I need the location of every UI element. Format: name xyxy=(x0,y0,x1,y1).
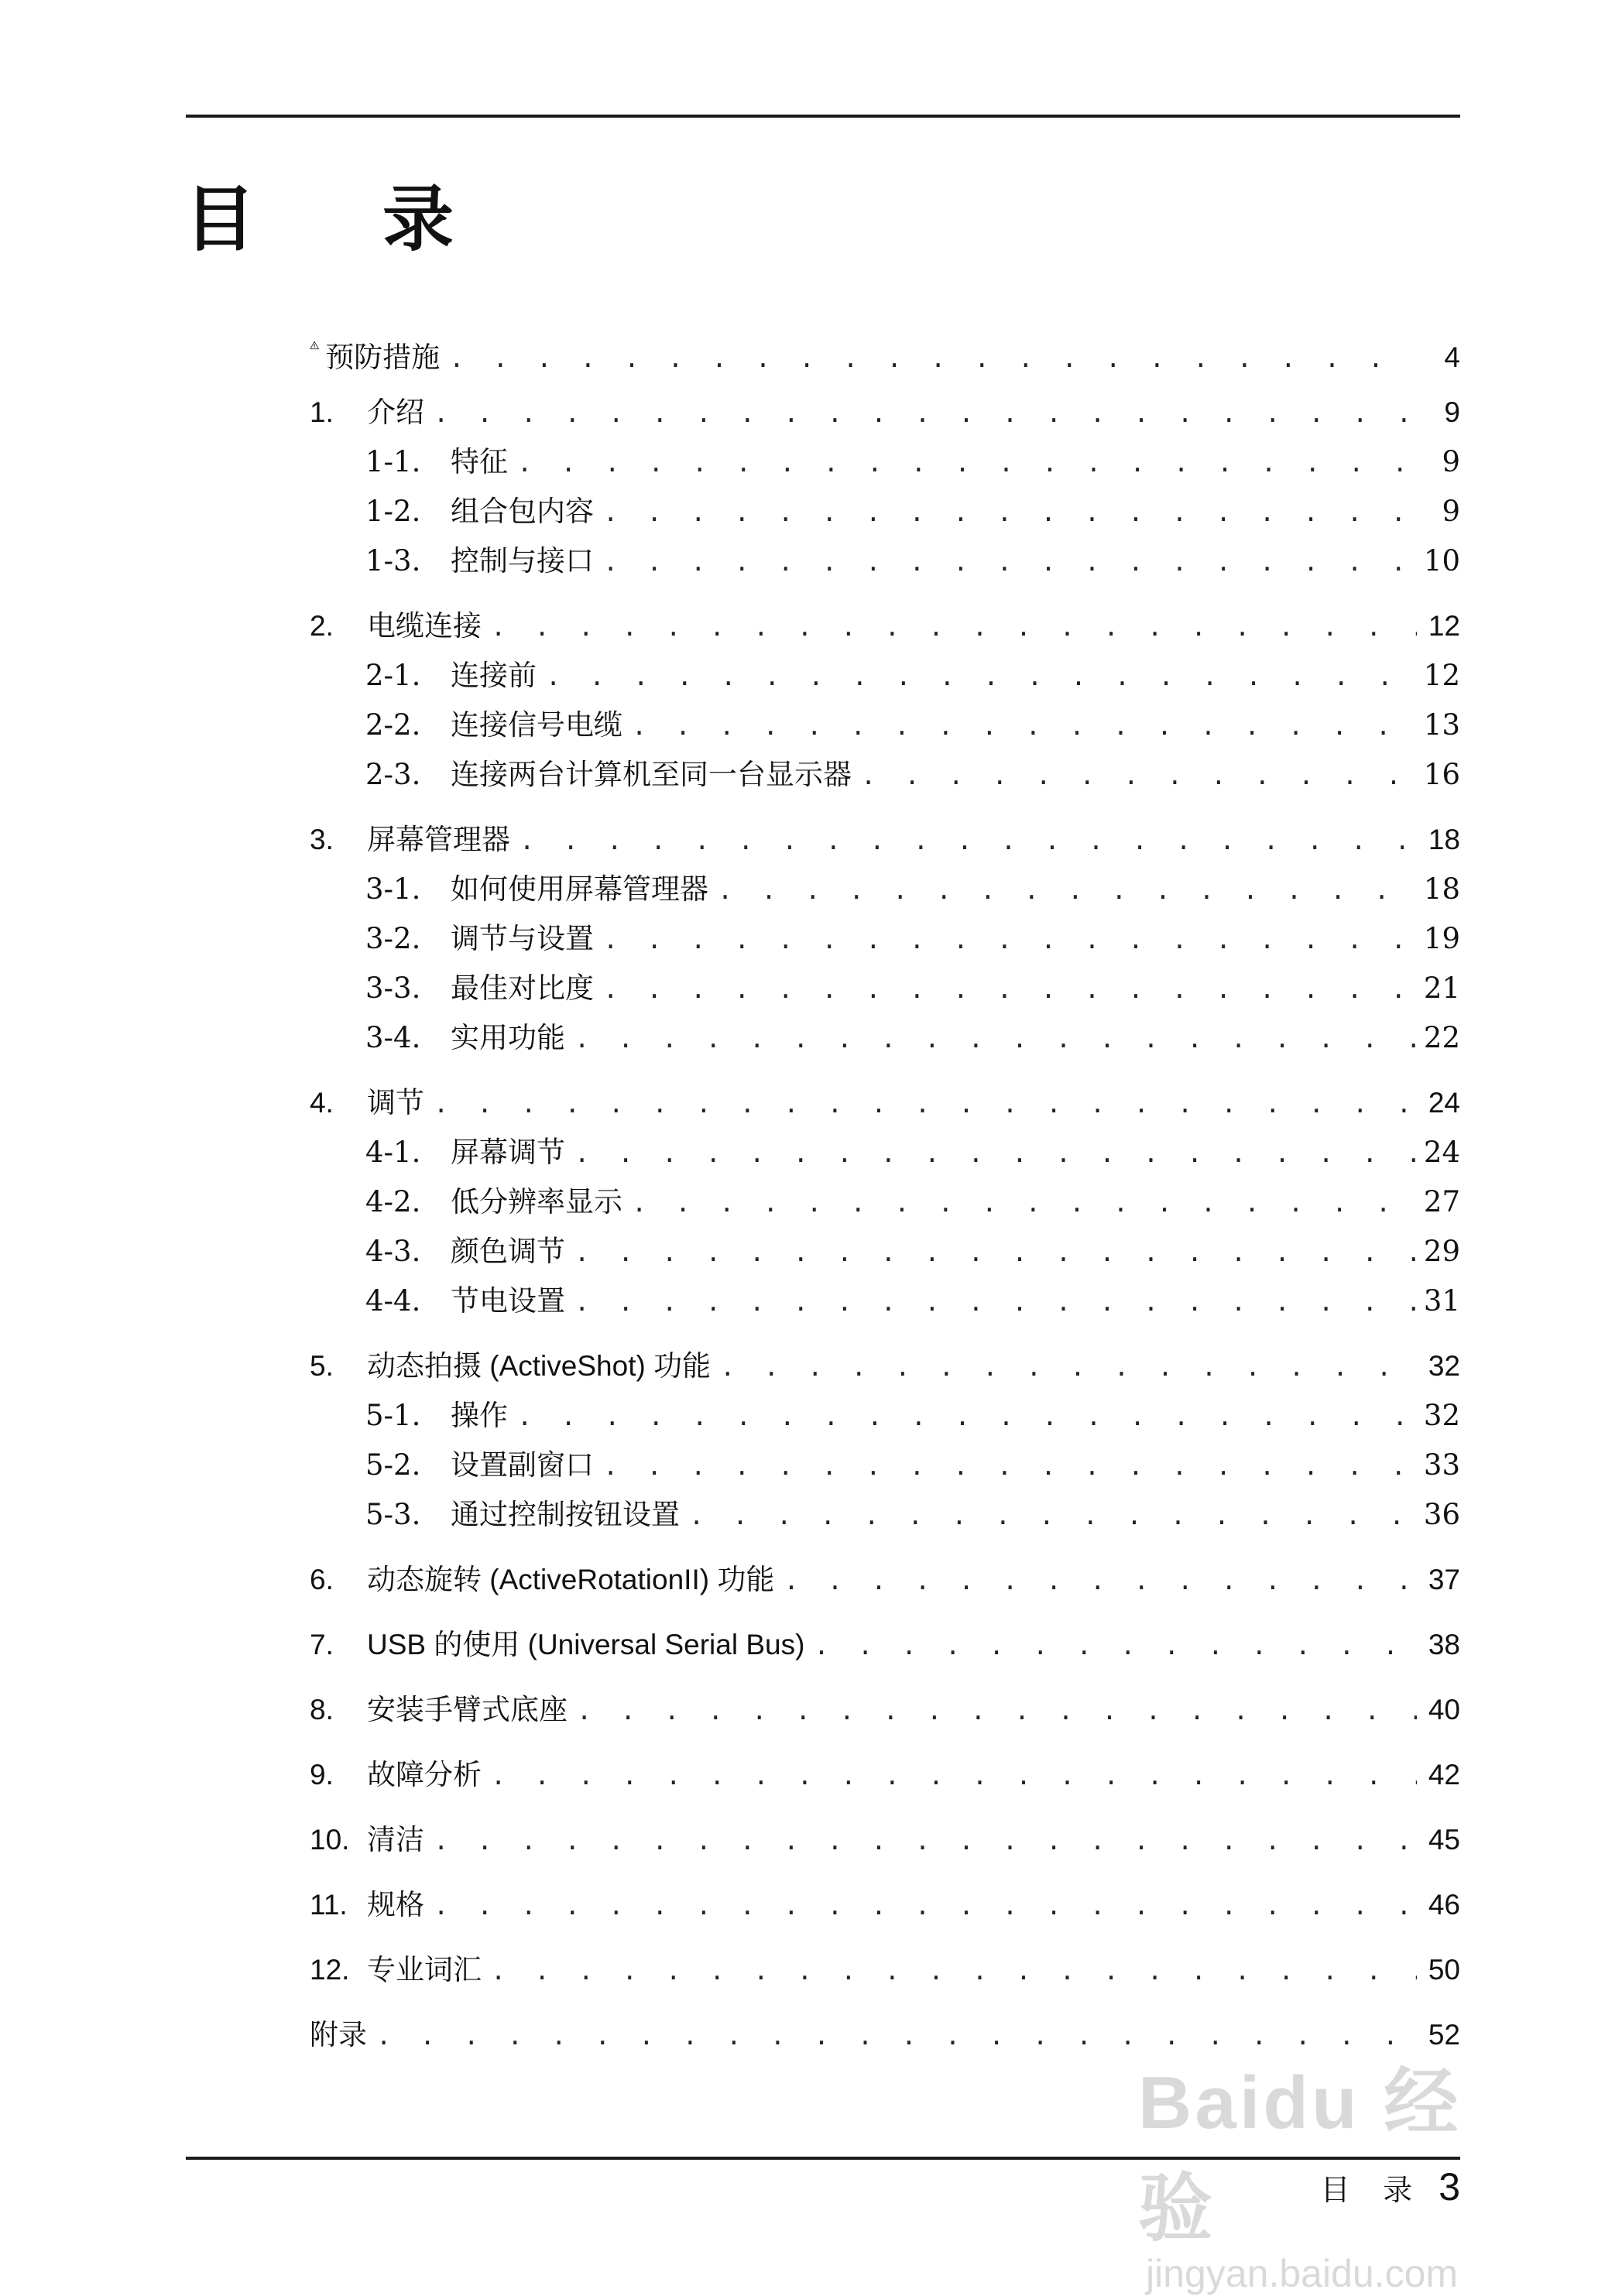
dot-leader xyxy=(603,498,1417,527)
dot-leader xyxy=(491,1956,1417,1986)
toc-entry-4-2[interactable] xyxy=(365,1178,1460,1220)
dot-leader xyxy=(574,1287,1417,1317)
toc-page-number: 38 xyxy=(1428,1629,1460,1660)
toc-title: 动态旋转 (ActiveRotationII) 功能 xyxy=(367,1564,775,1595)
dot-leader xyxy=(517,448,1417,478)
toc-title: 低分辨率显示 xyxy=(451,1185,622,1218)
dot-leader xyxy=(603,1451,1417,1481)
toc-page-number: 31 xyxy=(1423,1284,1460,1318)
toc-number: 9. xyxy=(310,1759,334,1791)
toc-page-number: 40 xyxy=(1428,1694,1460,1725)
toc-entry-1-3[interactable] xyxy=(365,537,1460,579)
toc-page-number: 52 xyxy=(1428,2019,1460,2051)
toc-title: 组合包内容 xyxy=(451,495,594,528)
dot-leader xyxy=(434,1891,1417,1921)
toc-number: 2-1. xyxy=(365,659,421,692)
toc-number: 1-1. xyxy=(365,445,421,478)
toc-page-number: 19 xyxy=(1423,922,1460,955)
toc-title: 调节 xyxy=(367,1087,424,1119)
toc-number: 4-2. xyxy=(365,1185,421,1218)
toc-number: 4-3. xyxy=(365,1235,421,1268)
toc-page-number: 50 xyxy=(1428,1954,1460,1986)
dot-leader xyxy=(546,662,1417,691)
toc-entry-3[interactable] xyxy=(310,816,1460,858)
toc-number: 3-3. xyxy=(365,972,421,1005)
toc-entry-precautions[interactable] xyxy=(310,324,1460,375)
toc-entry-11[interactable] xyxy=(310,1881,1460,1923)
toc-entry-5-2[interactable] xyxy=(365,1441,1460,1483)
toc-number: 2. xyxy=(310,610,334,642)
toc-title: 如何使用屏幕管理器 xyxy=(451,872,708,906)
toc-entry-2[interactable] xyxy=(310,602,1460,644)
toc-title: 故障分析 xyxy=(367,1759,482,1791)
dot-leader xyxy=(574,1139,1417,1168)
dot-leader xyxy=(689,1501,1417,1530)
toc-title: 附录 xyxy=(310,2019,367,2051)
toc-number: 1. xyxy=(310,396,334,428)
toc-page-number: 12 xyxy=(1423,659,1460,692)
toc-number: 2-2. xyxy=(365,708,421,742)
toc-entry-3-3[interactable] xyxy=(365,965,1460,1006)
toc-number: 1-3. xyxy=(365,544,421,577)
dot-leader xyxy=(784,1566,1417,1595)
toc-title: 控制与接口 xyxy=(451,544,594,577)
toc-page-number: 9 xyxy=(1444,396,1460,428)
toc-number: 11. xyxy=(310,1889,348,1921)
toc-entry-1-2[interactable] xyxy=(365,488,1460,529)
toc-title: 最佳对比度 xyxy=(451,972,594,1005)
toc-title: 连接信号电缆 xyxy=(451,708,622,742)
dot-leader xyxy=(603,547,1417,577)
toc-page-number: 9 xyxy=(1442,495,1460,528)
dot-leader xyxy=(449,344,1417,373)
dot-leader xyxy=(603,925,1417,954)
dot-leader xyxy=(517,1402,1417,1431)
toc-title: 调节与设置 xyxy=(451,922,594,955)
toc-number: 3-4. xyxy=(365,1021,421,1054)
toc-number: 5-3. xyxy=(365,1498,421,1531)
toc-entry-2-2[interactable] xyxy=(365,701,1460,743)
watermark-logo: Baidu 经验 xyxy=(1138,2061,1462,2250)
toc-title: 专业词汇 xyxy=(367,1954,482,1986)
toc-title: USB 的使用 (Universal Serial Bus) xyxy=(367,1629,805,1660)
toc-entry-5-3[interactable] xyxy=(365,1491,1460,1533)
toc-title: 节电设置 xyxy=(451,1284,565,1318)
toc-entry-5-1[interactable] xyxy=(365,1392,1460,1434)
toc-entry-10[interactable] xyxy=(310,1816,1460,1858)
toc-entry-1[interactable] xyxy=(310,389,1460,430)
dot-leader xyxy=(718,876,1417,905)
toc-number: 3. xyxy=(310,824,334,855)
toc-title: 屏幕管理器 xyxy=(367,824,510,855)
toc-title: 规格 xyxy=(367,1889,424,1921)
dot-leader xyxy=(491,1761,1417,1791)
toc-page-number: 13 xyxy=(1423,708,1460,742)
toc-number: 8. xyxy=(310,1694,334,1725)
toc-number: 4. xyxy=(310,1087,334,1119)
watermark-url: jingyan.baidu.com xyxy=(1146,2252,1459,2295)
toc-entry-1-1[interactable] xyxy=(365,438,1460,480)
toc-title: 介绍 xyxy=(367,396,424,428)
dot-leader xyxy=(603,975,1417,1004)
dot-leader xyxy=(861,761,1417,790)
toc-page-number: 24 xyxy=(1428,1087,1460,1119)
toc-title: 通过控制按钮设置 xyxy=(451,1498,680,1531)
toc-entry-2-3[interactable] xyxy=(365,751,1460,793)
toc-page-number: 18 xyxy=(1428,824,1460,855)
toc-page-number: 29 xyxy=(1423,1235,1460,1268)
toc-number: 10. xyxy=(310,1824,350,1856)
toc-number: 5. xyxy=(310,1350,334,1382)
toc-title: 特征 xyxy=(451,445,508,478)
toc-entry-4-4[interactable] xyxy=(365,1277,1460,1319)
toc-page-number: 33 xyxy=(1423,1448,1460,1482)
dot-leader xyxy=(814,1631,1417,1660)
toc-number: 3-2. xyxy=(365,922,421,955)
toc-number: 1-2. xyxy=(365,495,421,528)
toc-title: 实用功能 xyxy=(451,1021,565,1054)
toc-page-number: 42 xyxy=(1428,1759,1460,1791)
dot-leader xyxy=(434,1826,1417,1856)
dot-leader xyxy=(632,711,1417,741)
toc-number: 5-1. xyxy=(365,1399,421,1432)
footer-label: 目 录 xyxy=(1320,2174,1425,2207)
dot-leader xyxy=(574,1024,1417,1054)
toc-entry-3-1[interactable] xyxy=(365,865,1460,907)
dot-leader xyxy=(434,1089,1417,1119)
toc-title: 颜色调节 xyxy=(451,1235,565,1268)
dot-leader xyxy=(632,1188,1417,1218)
toc-title: 安装手臂式底座 xyxy=(367,1694,568,1725)
toc-number: 7. xyxy=(310,1629,334,1660)
footer-page-number: 3 xyxy=(1439,2165,1460,2209)
toc-number: 4-4. xyxy=(365,1284,421,1318)
toc-number: 3-1. xyxy=(365,872,421,906)
warning-icon xyxy=(310,324,319,367)
toc-page-number: 18 xyxy=(1423,872,1460,906)
toc-page-number: 46 xyxy=(1428,1889,1460,1921)
toc-page-number: 24 xyxy=(1423,1136,1460,1169)
toc-page-number: 32 xyxy=(1428,1350,1460,1382)
toc-entry-4-1[interactable] xyxy=(365,1129,1460,1170)
toc-entry-4-3[interactable] xyxy=(365,1228,1460,1270)
toc-entry-9[interactable] xyxy=(310,1751,1460,1793)
toc-entry-4[interactable] xyxy=(310,1079,1460,1121)
toc-number: 5-2. xyxy=(365,1448,421,1482)
toc-page-number: 32 xyxy=(1423,1399,1460,1432)
toc-number: 6. xyxy=(310,1564,334,1595)
toc-entry-12[interactable] xyxy=(310,1946,1460,1988)
dot-leader xyxy=(720,1352,1417,1382)
toc-number: 4-1. xyxy=(365,1136,421,1169)
toc-entry-6[interactable] xyxy=(310,1556,1460,1598)
toc-page-number: 12 xyxy=(1428,610,1460,642)
toc-title: 连接两台计算机至同一台显示器 xyxy=(451,758,852,791)
toc-entry-3-2[interactable] xyxy=(365,915,1460,957)
toc-page-number: 45 xyxy=(1428,1824,1460,1856)
toc-page-number: 22 xyxy=(1423,1021,1460,1054)
watermark xyxy=(1138,2044,1510,2295)
toc-page-number: 10 xyxy=(1423,544,1460,577)
toc-entry-3-4[interactable] xyxy=(365,1014,1460,1056)
toc-page-number: 37 xyxy=(1428,1564,1460,1595)
toc-title: 屏幕调节 xyxy=(451,1136,565,1169)
toc-number: 12. xyxy=(310,1954,350,1986)
toc-title: 操作 xyxy=(451,1399,508,1432)
toc-entry-7[interactable] xyxy=(310,1621,1460,1663)
toc-title: 设置副窗口 xyxy=(451,1448,594,1482)
dot-leader xyxy=(574,1238,1417,1267)
toc-entry-2-1[interactable] xyxy=(365,652,1460,694)
toc-title: 预防措施 xyxy=(325,341,441,373)
toc-page-number: 16 xyxy=(1423,758,1460,791)
toc-page-number: 21 xyxy=(1423,972,1460,1005)
toc-title: 连接前 xyxy=(451,659,537,692)
toc-page-number: 4 xyxy=(1444,341,1460,373)
toc-entry-8[interactable] xyxy=(310,1686,1460,1728)
toc-page-number: 27 xyxy=(1423,1185,1460,1218)
toc-title: 动态拍摄 (ActiveShot) 功能 xyxy=(367,1350,712,1382)
toc-title: 清洁 xyxy=(367,1824,424,1856)
toc-page-number: 9 xyxy=(1442,445,1460,478)
page-title: 目 录 xyxy=(184,178,506,261)
toc-number: 2-3. xyxy=(365,758,421,791)
toc-entry-5[interactable] xyxy=(310,1342,1460,1384)
dot-leader xyxy=(491,612,1417,642)
dot-leader xyxy=(434,399,1417,428)
toc-title: 电缆连接 xyxy=(367,610,482,642)
dot-leader xyxy=(520,826,1417,855)
toc-page-number: 36 xyxy=(1423,1498,1460,1531)
dot-leader xyxy=(577,1696,1417,1725)
